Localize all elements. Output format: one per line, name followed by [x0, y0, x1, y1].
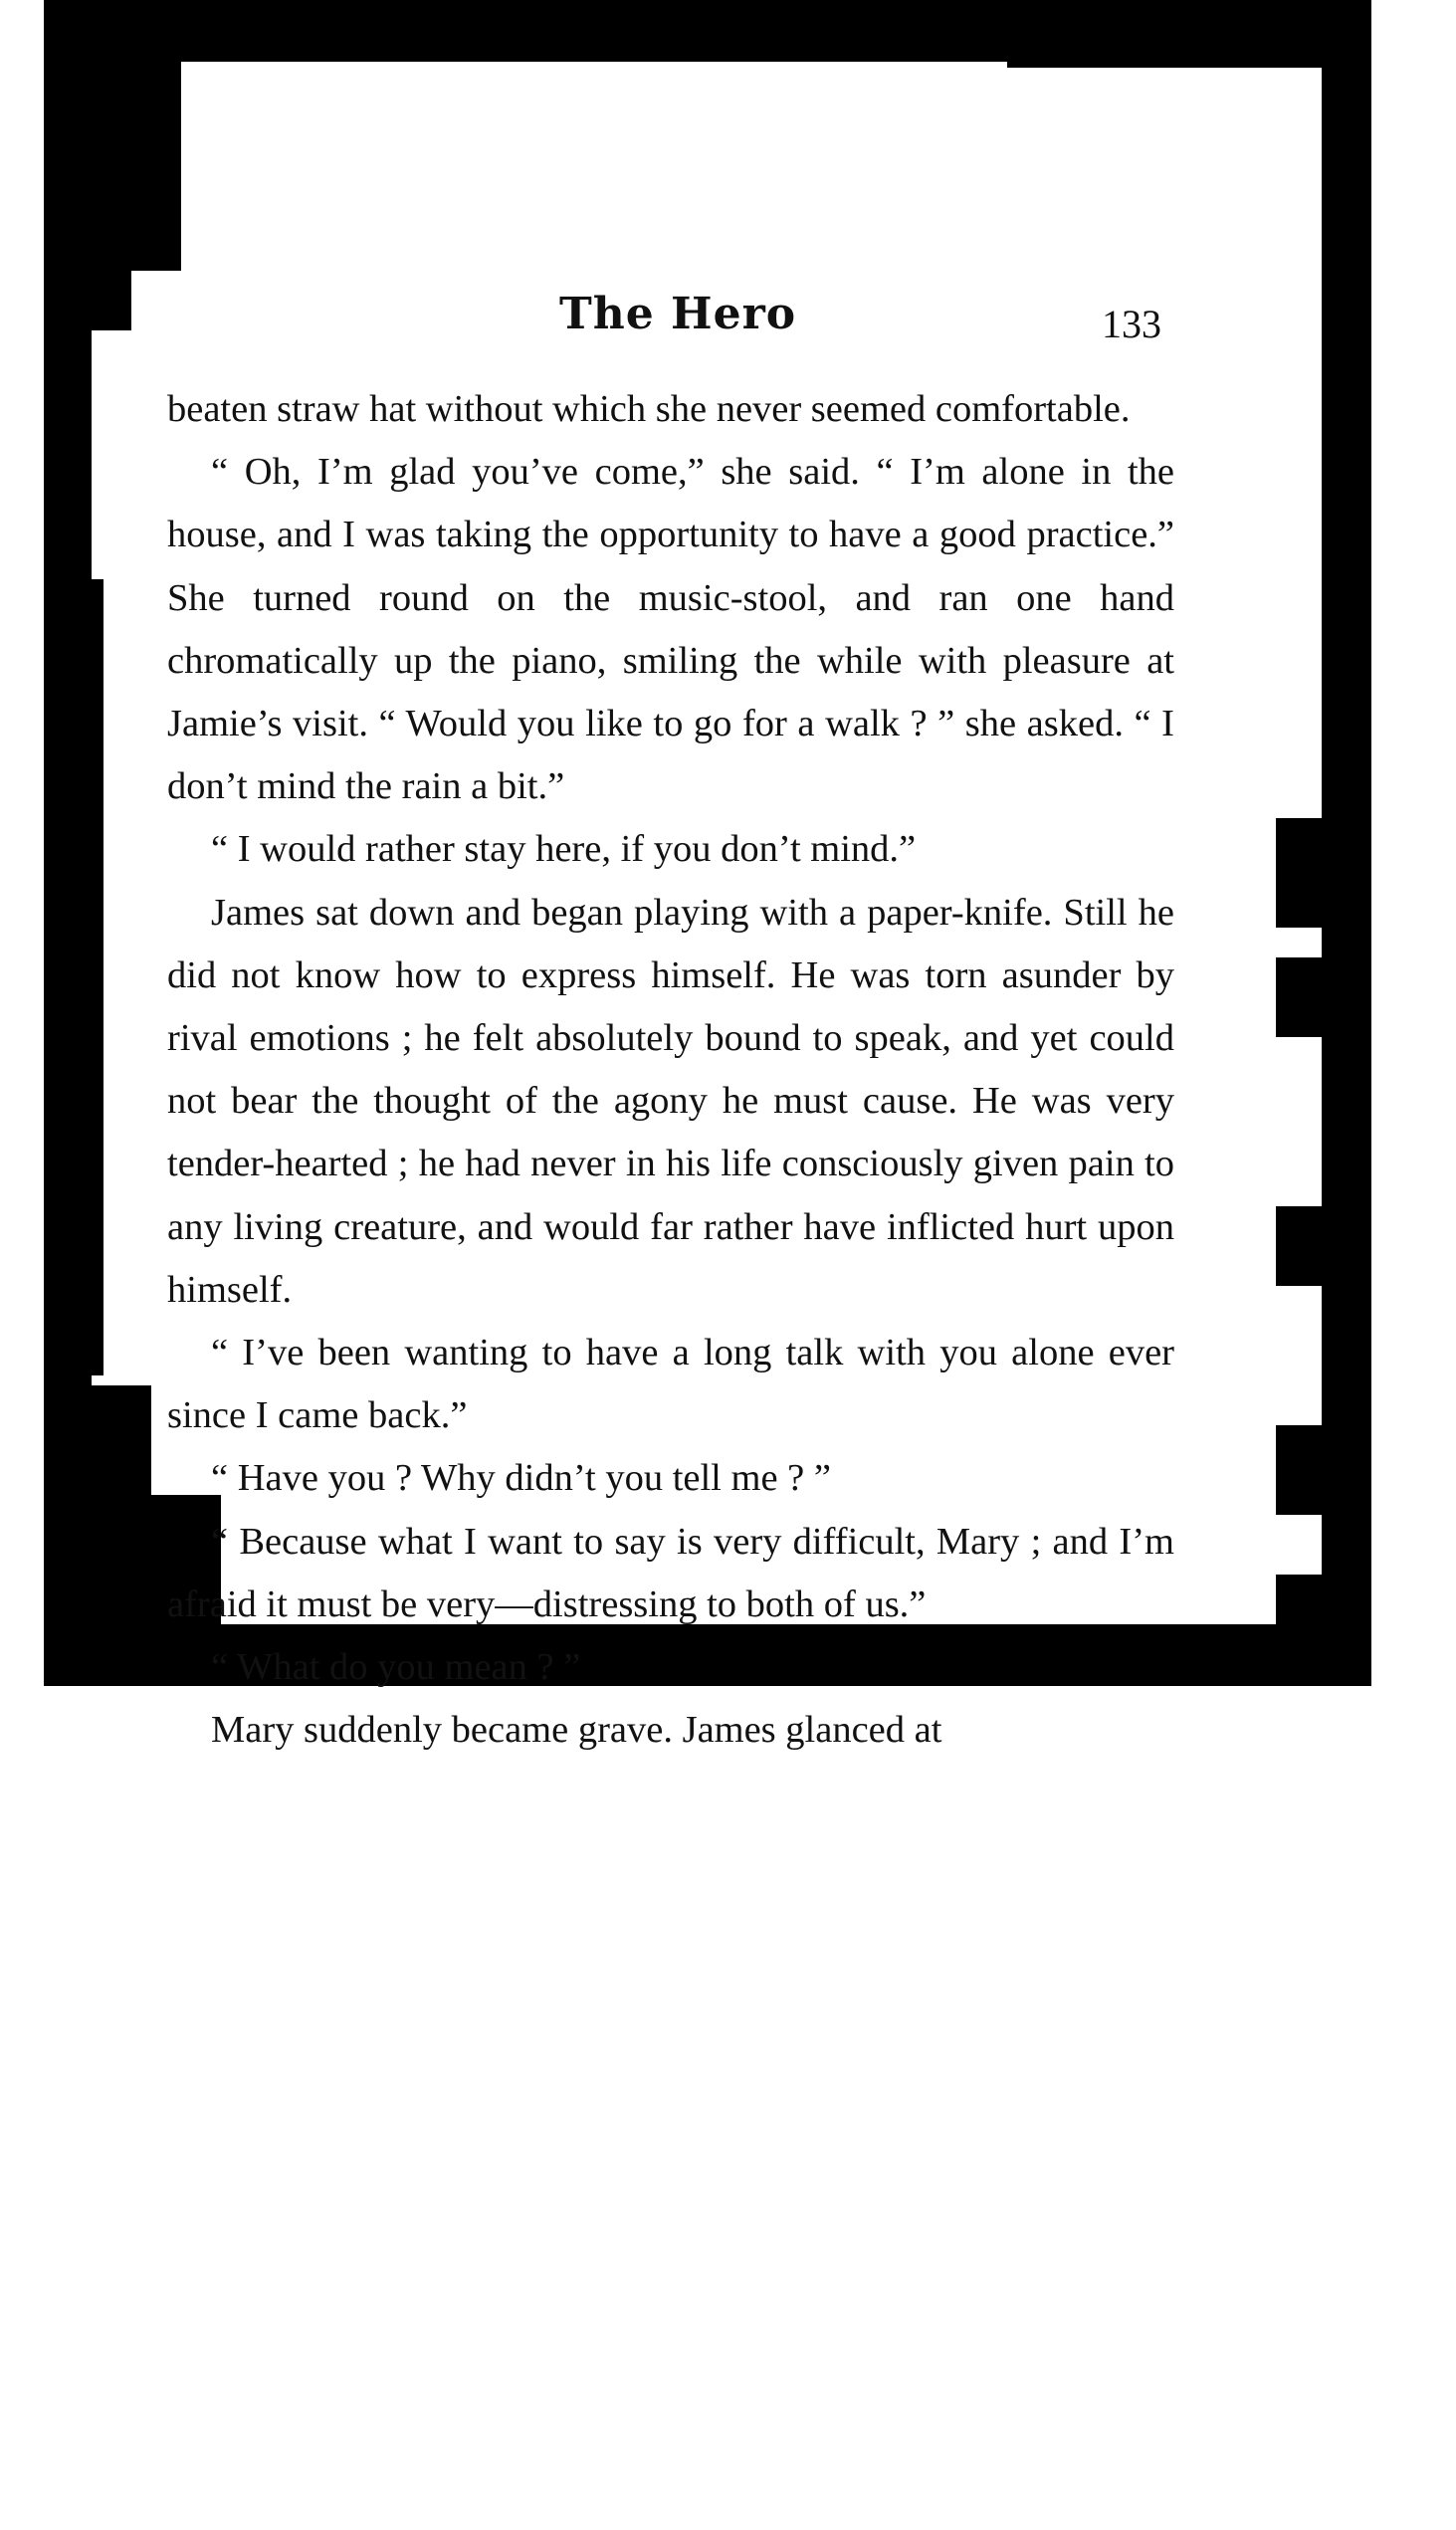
scan-blot [1276, 1575, 1322, 1624]
book-page [92, 62, 1322, 1752]
page-header [92, 289, 1322, 348]
page-number: 133 [1102, 302, 1161, 346]
paragraph: Mary suddenly became grave. James glanced at [211, 1709, 942, 1752]
scan-blot [92, 579, 104, 1375]
paragraph: beaten straw hat without which she never seemed comfortable. [167, 388, 1131, 430]
scan-blot [1276, 818, 1322, 928]
paragraph: “ Oh, I’m glad you’ve come,” she said. “ I’m alone in the house, and I was taking the opportunity to have a good practice.” She turned round on the music-stool, and ran one hand chromatically up the piano, smiling the while with pleasure at Jamie’s visit. “ Would you like to go for a walk ? ” she asked. “ I don’t mind the rain a bit.” [167, 451, 1174, 808]
paragraph: “ What do you mean ? ” [211, 1646, 581, 1689]
running-head: The Hero [559, 289, 797, 339]
scan-blot [1276, 1206, 1322, 1286]
scan-blot [92, 62, 181, 271]
paragraph: “ I would rather stay here, if you don’t mind.” [211, 828, 917, 871]
paragraph: “ I’ve been wanting to have a long talk with you alone ever since I came back.” [167, 1332, 1174, 1437]
paragraph: “ Have you ? Why didn’t you tell me ? ” [211, 1457, 831, 1500]
body-text [167, 378, 1174, 1762]
paragraph: James sat down and began playing with a paper-knife. Still he did not know how to express himself. He was torn asunder by rival emotions ; he felt absolutely bound to speak, and yet could not bear the thought of the agony he must cause. He was very tender-hearted ; he had never in his life consciously given pain to any living creature, and would far rather have inflicted hurt upon himself. [167, 891, 1174, 1311]
scan-blot [92, 1385, 151, 1624]
scan-blot [1276, 957, 1322, 1037]
paragraph: “ Because what I want to say is very difficult, Mary ; and I’m afraid it must be very—distressing to both of us.” [167, 1520, 1174, 1625]
scan-blot [1276, 1425, 1322, 1515]
scan-blot [1007, 62, 1322, 68]
